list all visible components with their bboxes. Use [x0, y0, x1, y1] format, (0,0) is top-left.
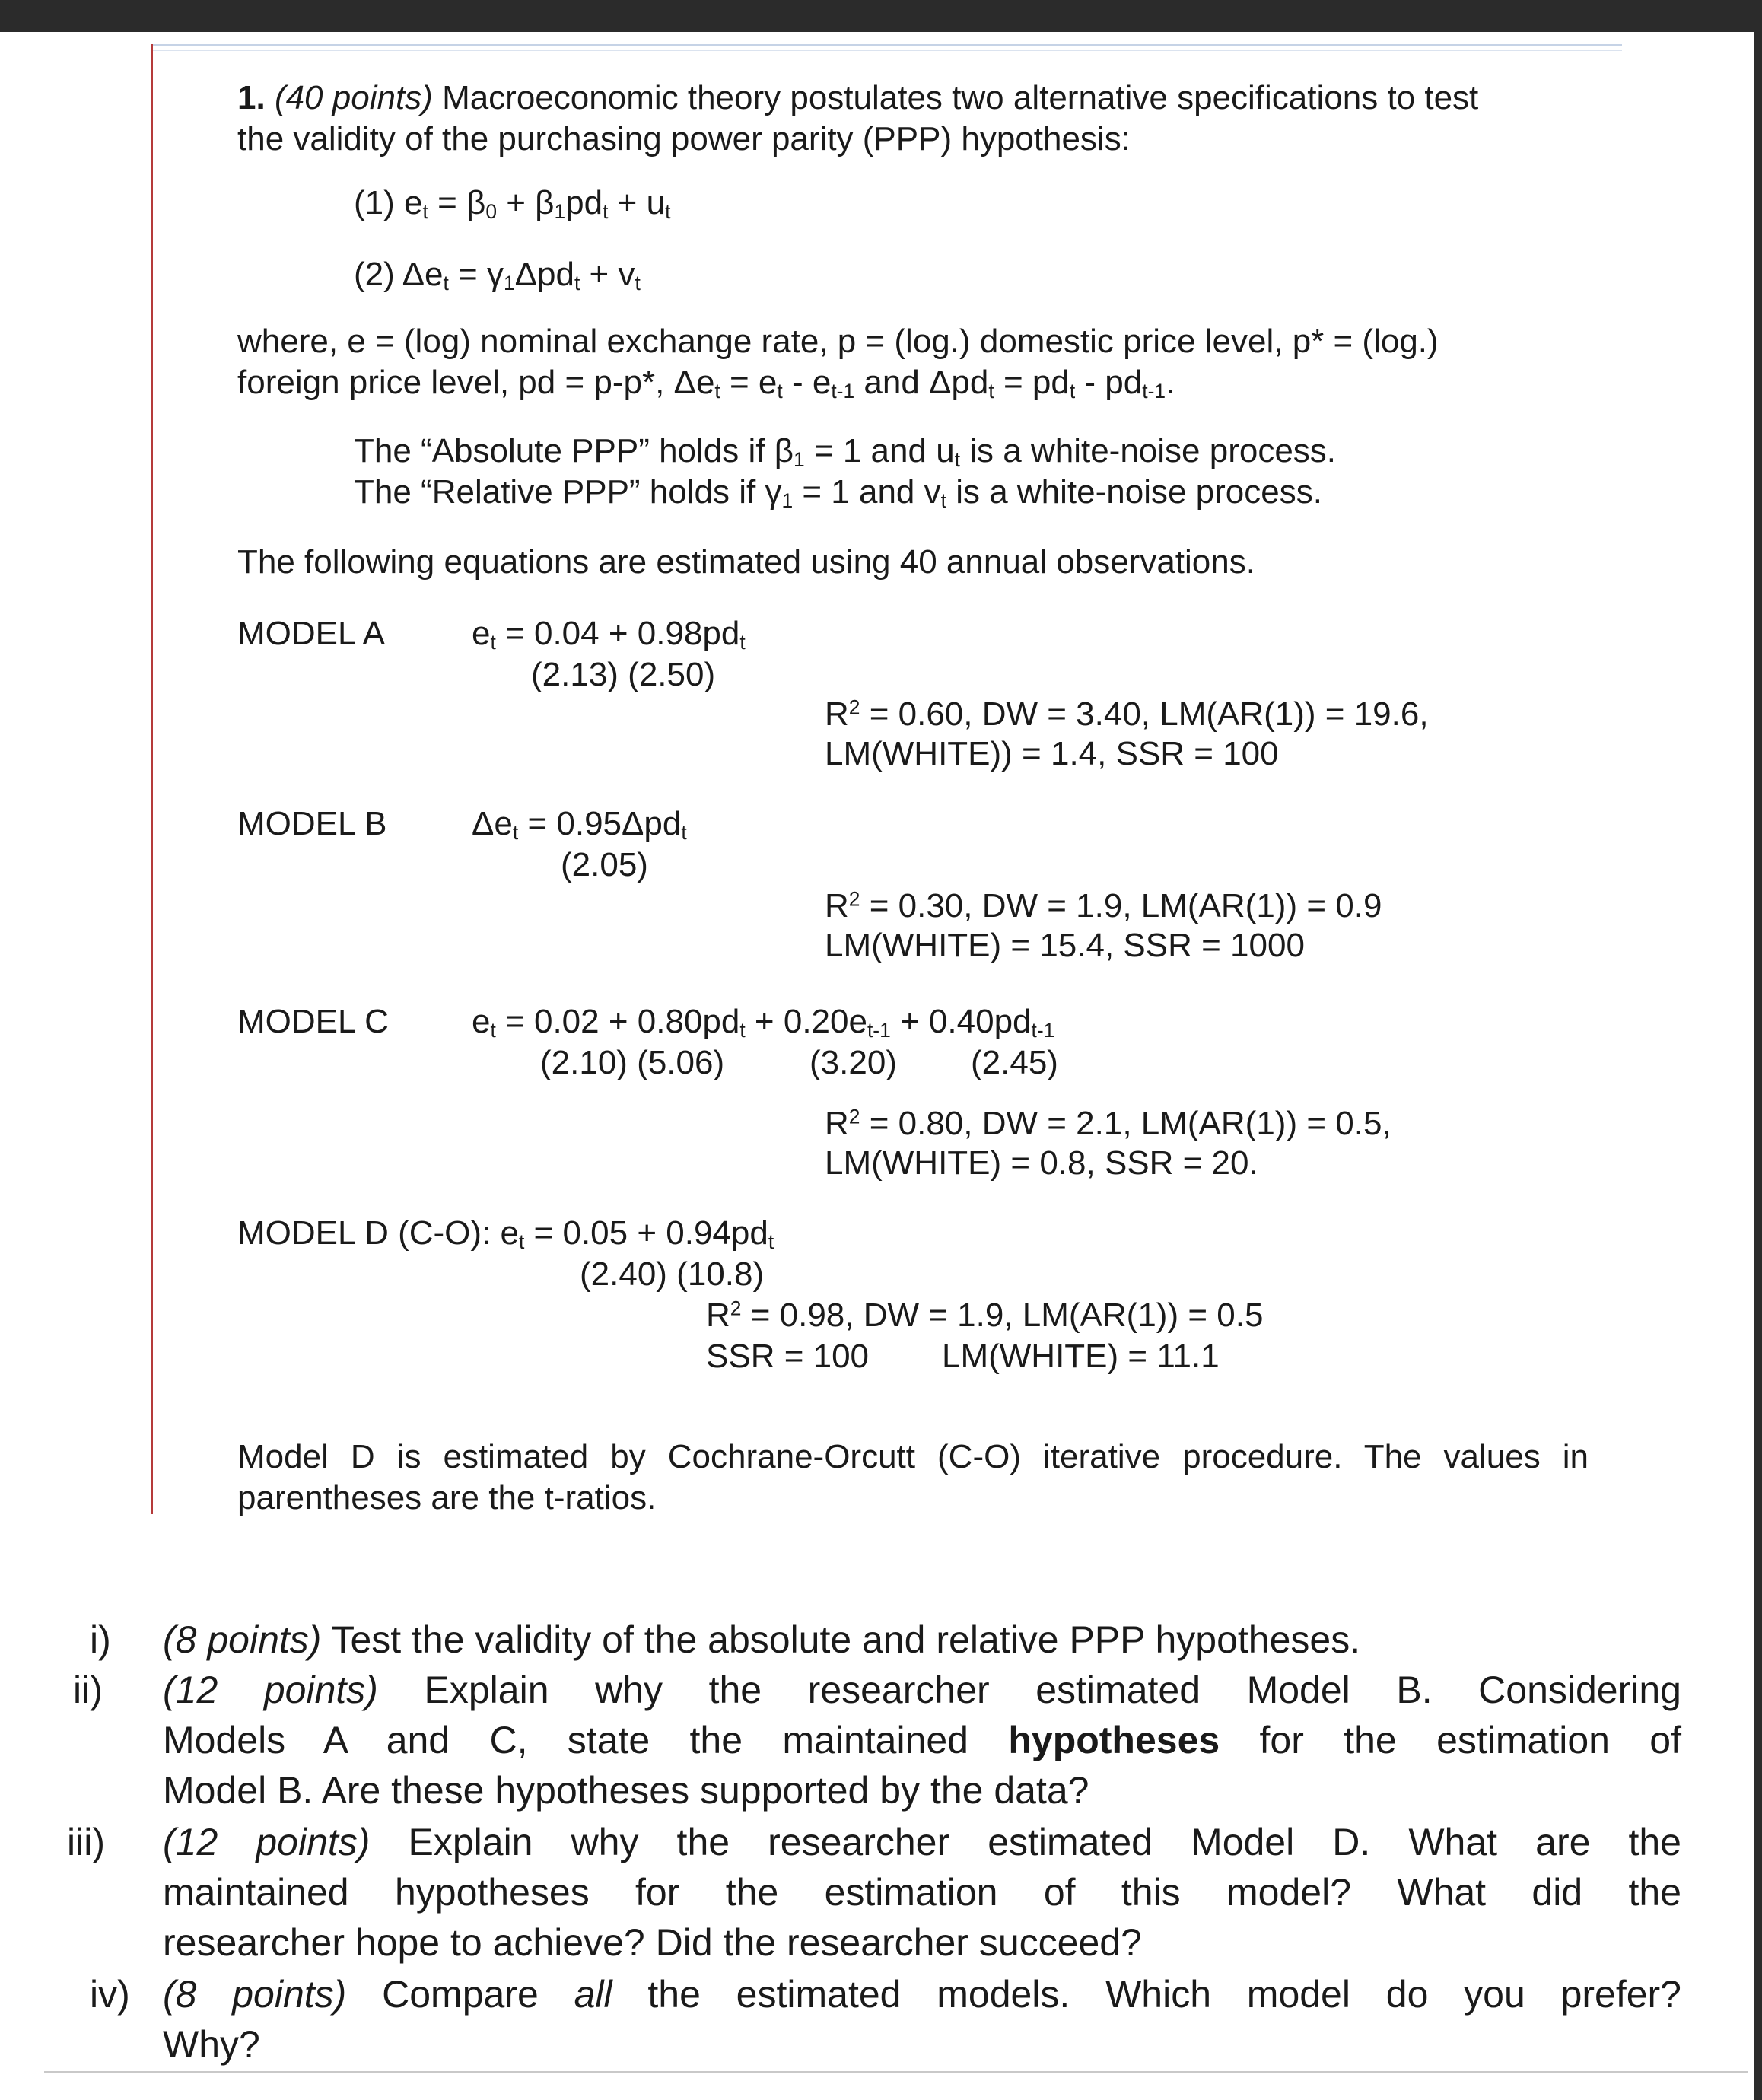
rel-text-a: The “Relative PPP” holds if [354, 473, 765, 511]
model-b-label: MODEL B [237, 805, 387, 842]
mb-coef: 0.95 [556, 805, 622, 842]
md-stats1: = 0.98, DW = 1.9, LM(AR(1)) = 0.5 [750, 1297, 1264, 1334]
mb-delta-e: Δ [472, 805, 495, 842]
mc-coef-b: + 0.20 [745, 1003, 849, 1040]
model-c-label: MODEL C [237, 1003, 389, 1040]
ma-r2-sup: 2 [848, 695, 860, 719]
footnote-line1: Model D is estimated by Cochrane-Orcutt (C-O) iterative procedure. The values in [237, 1438, 1589, 1475]
mb-delta-pd: Δ [622, 805, 644, 842]
eq2-pd: pd [537, 256, 574, 293]
mc-r2-sup: 2 [848, 1105, 860, 1128]
ma-coef: 0.04 + 0.98 [533, 615, 703, 652]
equation-1: (1) $e_t = \beta_0 + \beta_1pd_t + u_t$ [354, 184, 671, 223]
subquestion-4-line1 [163, 1969, 1681, 2019]
abs-text-b: = 1 and [804, 432, 937, 469]
def-pd2-sub: t [1069, 379, 1076, 402]
estimation-note: The following equations are estimated using 40 annual observations. [237, 543, 1255, 581]
mc-pd-lag-sub: t-1 [1031, 1018, 1055, 1042]
window-right-border [1754, 32, 1762, 2100]
mc-coef-c: + 0.40 [890, 1003, 994, 1040]
subquestion-4-line2: Why? [163, 2023, 260, 2066]
def-e-sub: t [714, 379, 720, 402]
rel-v: v [924, 473, 941, 511]
subquestion-1-points: (8 points) [163, 1618, 322, 1661]
subquestion-2-text2a: Models A and C, state the maintained [163, 1719, 1009, 1761]
model-a-stats-line2: LM(WHITE)) = 1.4, SSR = 100 [825, 735, 1279, 772]
mc-e-lag: e [848, 1003, 867, 1040]
abs-beta: β [774, 432, 794, 469]
def-and: and [854, 364, 930, 401]
def-delta-e: Δ [673, 364, 696, 401]
def-delta-pd: Δ [929, 364, 952, 401]
model-d-stats-white: LM(WHITE) = 11.1 [942, 1338, 1220, 1375]
footnote-line2: parentheses are the t-ratios. [237, 1479, 657, 1516]
subquestion-3-line3: researcher hope to achieve? Did the researcher succeed? [163, 1921, 1142, 1964]
abs-text-a: The “Absolute PPP” holds if [354, 432, 774, 469]
eq1-u-sub: t [665, 199, 671, 223]
subquestion-3-line2: maintained hypotheses for the estimation of this model? What did the [163, 1871, 1681, 1914]
subquestion-2-line2 [163, 1715, 1681, 1765]
rel-gamma-sub: 1 [781, 488, 794, 512]
model-d-stats-ssr: SSR = 100 [706, 1338, 870, 1375]
eq2-delta-e: Δ [402, 256, 425, 293]
eq1-e-sub: t [422, 199, 428, 223]
mb-pd-sub: t [681, 820, 687, 844]
mc-coef-a: 0.02 + 0.80 [533, 1003, 703, 1040]
model-a-equation: $e_t = 0.04 + 0.98pd_t$ [472, 615, 746, 654]
subquestion-4-text1b: the estimated models. Which model do you prefer? [612, 1973, 1681, 2016]
mc-pd-sub: t [739, 1018, 746, 1042]
model-d-tratios: (2.40) (10.8) [580, 1255, 765, 1293]
subquestion-2-points: (12 points) [163, 1669, 378, 1711]
equation-2: (2) $\Delta e_t = \gamma_1\Delta pd_t + v_t$ [354, 256, 641, 294]
mb-stats1: = 0.30, DW = 1.9, LM(AR(1)) = 0.9 [869, 887, 1382, 924]
subquestion-2-line3: Model B. Are these hypotheses supported by the data? [163, 1769, 1089, 1812]
subquestion-2-bold: hypotheses [1008, 1719, 1220, 1761]
absolute-ppp-condition [354, 431, 1336, 472]
subquestion-1-line1 [163, 1615, 1360, 1665]
eq2-delta-pd: Δ [514, 256, 538, 293]
subquestion-4-points: (8 points) [163, 1973, 347, 2016]
abs-beta-sub: 1 [794, 447, 805, 471]
rel-text-b: = 1 and [793, 473, 924, 511]
model-c-stats-line1: $R^2 = 0.80$, DW = 2.1, LM(AR(1)) = 0.5, [825, 1105, 1391, 1142]
question-intro-line2: the validity of the purchasing power parity (PPP) hypothesis: [237, 120, 1131, 158]
rel-text-c: is a white-noise process. [946, 473, 1322, 511]
def-e3-sub: t-1 [831, 379, 855, 402]
mc-stats1: = 0.80, DW = 2.1, LM(AR(1)) = 0.5, [869, 1105, 1391, 1142]
mc-e: e [472, 1003, 491, 1040]
ma-pd-sub: t [739, 630, 746, 654]
model-d-line: MODEL D (C-O): $e_t = 0.05 + 0.94pd_t$ [237, 1214, 774, 1253]
question-intro-text: Macroeconomic theory postulates two alternative specifications to test [442, 79, 1479, 116]
mb-r2-sup: 2 [848, 887, 860, 911]
ma-e-sub: t [490, 630, 496, 654]
eq1-e: e [404, 184, 423, 221]
model-b-stats-line1: $R^2 = 0.30$, DW = 1.9, LM(AR(1)) = 0.9 [825, 887, 1382, 924]
question-points: (40 points) [274, 79, 433, 116]
page-top-rule-secondary [151, 50, 1622, 51]
subquestion-2-line1 [163, 1665, 1681, 1715]
eq2-e-sub: t [443, 271, 449, 294]
abs-text-c: is a white-noise process. [960, 432, 1337, 469]
md-pd: pd [730, 1214, 768, 1252]
model-d-label: MODEL D (C-O): [237, 1214, 491, 1252]
model-c-tratios-2: (3.20) [809, 1044, 897, 1081]
eq1-beta1-sub: 1 [554, 199, 566, 223]
ma-e: e [472, 615, 491, 652]
window-top-bar [0, 0, 1762, 32]
model-a-stats-line1: $R^2 = 0.60$, DW = 3.40, LM(AR(1)) = 19.6, [825, 695, 1429, 733]
subquestion-4-italic: all [574, 1973, 612, 2016]
md-e-sub: t [518, 1230, 525, 1253]
abs-u: u [936, 432, 955, 469]
mc-e-lag-sub: t-1 [867, 1018, 891, 1042]
mc-pd: pd [702, 1003, 740, 1040]
model-a-label: MODEL A [237, 615, 385, 652]
abs-u-sub: t [954, 447, 961, 471]
def-e2: e [758, 364, 778, 401]
eq1-pd: pd [565, 184, 603, 221]
def-e2-sub: t [777, 379, 783, 402]
eq2-v: v [618, 256, 635, 293]
model-b-equation: $\Delta e_t = 0.95\Delta pd_t$ [472, 805, 687, 844]
subquestion-1-number: i) [90, 1618, 111, 1661]
definitions-line2-text: foreign price level, pd = p-p*, [237, 364, 674, 401]
subquestion-2-text1: Explain why the researcher estimated Model B. Considering [424, 1669, 1681, 1711]
subquestion-3-line1 [163, 1817, 1681, 1867]
def-pd-sub: t [988, 379, 994, 402]
subquestion-2-text2b: for the estimation of [1220, 1719, 1682, 1761]
def-pd3-sub: t-1 [1142, 379, 1166, 402]
model-c-tratios-3: (2.45) [971, 1044, 1058, 1081]
page-bottom-rule [44, 2071, 1748, 2073]
md-r2-sup: 2 [730, 1297, 742, 1320]
eq1-pd-sub: t [603, 199, 609, 223]
def-e3: e [812, 364, 832, 401]
mb-e: e [494, 805, 513, 842]
page-left-margin-rule [151, 44, 153, 1514]
model-a-tratios: (2.13) (2.50) [531, 656, 716, 693]
eq2-v-sub: t [635, 271, 641, 294]
model-c-stats-line2: LM(WHITE) = 0.8, SSR = 20. [825, 1144, 1258, 1182]
mc-pd-lag: pd [994, 1003, 1032, 1040]
def-pd: pd [951, 364, 989, 401]
question-intro-line1 [237, 78, 1478, 119]
relative-ppp-condition [354, 472, 1322, 513]
question-number: 1. [237, 79, 266, 116]
rel-gamma: γ [765, 473, 782, 511]
mc-e-sub: t [490, 1018, 496, 1042]
mb-e-sub: t [512, 820, 519, 844]
equation-2-label: (2) [354, 256, 395, 293]
subquestion-4-text1a: Compare [382, 1973, 574, 2016]
model-c-tratios-1: (2.10) (5.06) [540, 1044, 725, 1081]
model-d-stats-line1: $R^2 = 0.98$, DW = 1.9, LM(AR(1)) = 0.5 [706, 1297, 1264, 1334]
md-pd-sub: t [768, 1230, 774, 1253]
subquestion-4-number: iv) [90, 1973, 130, 2016]
def-pd2: pd [1032, 364, 1070, 401]
subquestion-2-number: ii) [73, 1669, 103, 1711]
subquestion-3-text1: Explain why the researcher estimated Model D. What are the [408, 1821, 1681, 1863]
eq1-beta1: β [535, 184, 555, 221]
definitions-line1: where, e = (log) nominal exchange rate, p = (log.) domestic price level, p* = (log.) [237, 323, 1439, 360]
md-e: e [500, 1214, 519, 1252]
mb-pd: pd [644, 805, 682, 842]
eq2-e: e [424, 256, 444, 293]
page-top-rule [151, 44, 1622, 46]
def-pd3: pd [1105, 364, 1143, 401]
eq2-pd-sub: t [574, 271, 580, 294]
model-b-stats-line2: LM(WHITE) = 15.4, SSR = 1000 [825, 927, 1305, 964]
subquestion-1-text: Test the validity of the absolute and relative PPP hypotheses. [331, 1618, 1361, 1661]
eq1-u: u [646, 184, 666, 221]
equation-1-label: (1) [354, 184, 395, 221]
eq1-beta0: β [466, 184, 486, 221]
def-e: e [695, 364, 715, 401]
subquestion-3-number: iii) [67, 1821, 105, 1863]
rel-v-sub: t [940, 488, 946, 512]
definitions-line2: foreign price level, pd = p-p*, $\Delta e_t = e_t - e_{t-1}$ and $\Delta pd_t = pd_t - pd_{t-1}$. [237, 364, 1175, 402]
eq1-beta0-sub: 0 [485, 199, 497, 223]
subquestion-3-points: (12 points) [163, 1821, 371, 1863]
eq2-gamma: γ [486, 256, 504, 293]
model-b-tratios: (2.05) [561, 846, 648, 883]
model-c-equation: $e_t = 0.02 + 0.80pd_t + 0.20e_{t-1} + 0.40pd_{t-1}$ [472, 1003, 1055, 1042]
ma-stats1: = 0.60, DW = 3.40, LM(AR(1)) = 19.6, [869, 695, 1429, 733]
md-coef: 0.05 + 0.94 [562, 1214, 731, 1252]
eq2-gamma-sub: 1 [503, 271, 515, 294]
ma-pd: pd [702, 615, 740, 652]
